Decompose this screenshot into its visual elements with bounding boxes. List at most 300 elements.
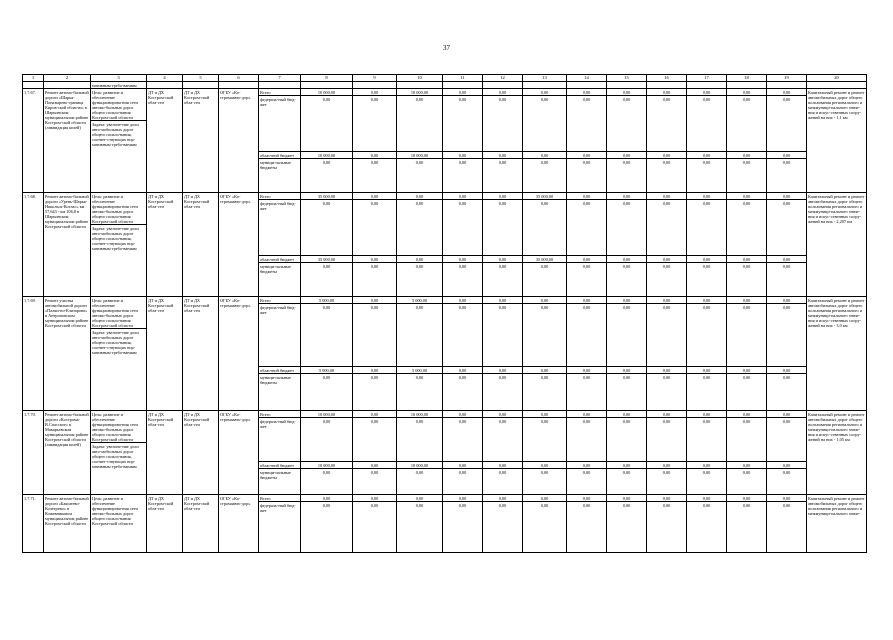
amount-value: 0,00 [415,502,424,508]
amount-value: 0,00 [370,469,379,475]
amount-cell [687,193,727,297]
amount-value: 0,00 [742,374,751,380]
amount-value: 0,00 [687,200,726,256]
amount-value: 0,00 [647,418,686,462]
amount-value: 0,00 [443,96,482,152]
column-header: 10 [397,75,443,82]
amount-value: 0,00 [767,462,806,469]
amount-value: 0,00 [767,96,806,152]
amount-value: 0,00 [782,263,791,269]
task-text: Задача: увеличе-ние доли авто-мобильных дорог общего пользо-вания, соответ-ствующих нор-мативным требо-ваниям [92,225,139,252]
amount-value: 0,00 [607,495,646,502]
amount-value: 0,00 [443,297,482,304]
item-number: 1.7.70. [23,411,44,495]
amount-value: 0,00 [687,193,726,200]
amount-value: 0,00 [687,495,726,502]
amount-value: 0,00 [767,304,806,367]
amount-cell [443,411,483,495]
amount-cell [523,495,567,553]
amount-value: 0,00 [567,152,606,159]
amount-value: 0,00 [301,200,352,256]
expected-result: Капитальный ремонт и ремонт автомобильных дорог общего пользования регионального и межмуници-пального значе-ния и искус-ственных соору-жений на них - 1,05 км [807,411,867,495]
goal-task-cell [91,495,147,553]
amount-value: 0,00 [458,263,467,269]
amount-value: 0,00 [397,96,442,152]
amount-value: 0,00 [662,159,671,165]
amount-cell [567,411,607,495]
amount-cell [397,89,443,193]
amount-value: 0,00 [567,304,606,367]
customer: ДТ и ДХ Костром-ской обла-сти [183,411,219,495]
amount-cell [727,193,767,297]
amount-value: 0,00 [727,193,766,200]
task-text: Задача: увеличе-ние доли авто-мобильных дорог общего пользо-вания, соответ-ствующих нор-мативным требо-ваниям [92,121,139,148]
amount-cell [727,297,767,411]
amount-value: 0,00 [727,256,766,263]
column-header: 2 [44,75,91,82]
amount-value: 10 000,00 [397,152,442,159]
amount-value: 0,00 [458,374,467,380]
amount-value: 0,00 [353,256,396,263]
amount-value: 0,00 [443,256,482,263]
executor: ОГБУ «Ко-стромаавто-дор» [219,89,259,193]
amount-value: 0,00 [647,89,686,96]
amount-value: 0,00 [767,297,806,304]
amount-value: 0,00 [458,502,467,508]
amount-value: 0,00 [607,96,646,152]
amount-value: 0,00 [415,469,424,475]
amount-value: 0,00 [727,411,766,418]
amount-value: 0,00 [353,96,396,152]
amount-value: 0,00 [397,304,442,367]
amount-cell [567,495,607,553]
task-text: Задача: увеличе-ние доли авто-мобильных дорог общего пользо-вания, соответ-ствующих нор-мативным требо-ваниям [92,443,139,470]
amount-value: 0,00 [370,374,379,380]
column-header: 20 [807,75,867,82]
column-header: 8 [301,75,353,82]
amount-value: 0,00 [483,89,522,96]
amount-cell [353,495,397,553]
amount-value: 0,00 [523,367,566,374]
amount-value: 0,00 [647,200,686,256]
amount-value: 0,00 [301,304,352,367]
table-row [23,89,867,193]
amount-value: 0,00 [397,418,442,462]
amount-value: 0,00 [498,374,507,380]
funding-source-label: федераль-ный бюд-жет [259,304,300,367]
amount-value: 0,00 [687,96,726,152]
executor: ОГБУ «Ко-стромаавто-дор» [219,411,259,495]
funding-source-label: федераль-ный бюд-жет [259,96,300,152]
amount-value: 5 000,00 [397,367,442,374]
goal-task-cell [91,193,147,297]
amount-value: 0,00 [443,367,482,374]
amount-value: 0,00 [567,96,606,152]
amount-value: 0,00 [301,418,352,462]
amount-value: 0,00 [647,297,686,304]
amount-value: 0,00 [662,263,671,269]
carryover-row [23,82,867,89]
goal-text: Цель: развитие и обеспечение функционирова-ния сети автомо-бильных дорог общего пользо-вания Костром-ской области [91,89,146,121]
amount-cell [483,411,523,495]
amount-value: 0,00 [353,193,396,200]
column-header: 1 [23,75,44,82]
amount-cell [727,89,767,193]
amount-value: 0,00 [483,152,522,159]
amount-value: 0,00 [647,193,686,200]
amount-value: 0,00 [567,367,606,374]
amount-value: 10 000,00 [301,411,352,418]
funding-source-cell [259,297,301,411]
funding-source-label: Всего [259,193,300,200]
amount-cell [607,495,647,553]
funding-source-label: муници-пальные бюджеты [260,374,291,385]
amount-value: 0,00 [607,256,646,263]
amount-value: 0,00 [498,469,507,475]
amount-cell [523,411,567,495]
amount-value: 0,00 [523,418,566,462]
funding-source-cell [259,193,301,297]
amount-value: 0,00 [607,193,646,200]
amount-value: 0,00 [370,263,379,269]
amount-value: 0,00 [607,200,646,256]
amount-value: 0,00 [353,89,396,96]
item-number: 1.7.69. [23,297,44,411]
amount-cell [567,193,607,297]
column-header: 19 [767,75,807,82]
column-header: 18 [727,75,767,82]
amount-value: 0,00 [607,297,646,304]
funding-source-label: Всего [259,89,300,96]
item-number: 1.7.67. [23,89,44,193]
amount-value: 0,00 [687,411,726,418]
column-header: 5 [183,75,219,82]
amount-value: 0,00 [687,152,726,159]
amount-cell [523,297,567,411]
amount-value: 0,00 [567,411,606,418]
amount-value: 0,00 [727,462,766,469]
amount-cell [567,297,607,411]
table-row [23,193,867,297]
amount-value: 0,00 [622,159,631,165]
amount-value: 0,00 [498,263,507,269]
amount-value: 0,00 [767,193,806,200]
column-header: 9 [353,75,397,82]
item-name: Ремонт участка автомобильной дороги «Палки-но-Елизарово» в Антроповском муниципальном районе Костром-ской области [44,297,91,411]
amount-value: 0,00 [647,367,686,374]
amount-value: 35 000,00 [301,193,352,200]
funding-source-label: Всего [259,495,300,502]
amount-value: 0,00 [322,374,331,380]
column-header: 12 [483,75,523,82]
funding-source-label: Всего [259,297,300,304]
amount-cell [607,411,647,495]
amount-cell [567,89,607,193]
amount-value: 0,00 [607,89,646,96]
amount-value: 0,00 [353,367,396,374]
funding-source-label: областной бюджет [259,256,300,263]
amount-value: 0,00 [727,367,766,374]
amount-cell [353,193,397,297]
amount-cell [443,495,483,553]
amount-value: 0,00 [443,193,482,200]
coordinator: ДТ и ДХ Костром-ской обла-сти [147,411,183,495]
column-header: 6 [219,75,259,82]
amount-value: 0,00 [443,200,482,256]
amount-value: 0,00 [647,96,686,152]
coordinator: ДТ и ДХ Костром-ской обла-сти [147,193,183,297]
item-name: Ремонт автомо-бильной дороги «Шарья-Поназырево-граница Киров-ской области» в Шарьинском муниципальном районе Костром-ской области (ликвидация колей) [44,89,91,193]
amount-value: 0,00 [523,152,566,159]
amount-value: 0,00 [415,374,424,380]
amount-value: 0,00 [443,418,482,462]
amount-value: 0,00 [567,462,606,469]
item-number: 1.7.68. [23,193,44,297]
amount-value: 0,00 [647,495,686,502]
amount-value: 0,00 [443,152,482,159]
coordinator: ДТ и ДХ Костром-ской обла-сти [147,297,183,411]
amount-value: 0,00 [647,411,686,418]
amount-value: 0,00 [687,89,726,96]
amount-value: 0,00 [662,502,671,508]
expected-result: Капитальный ремонт и ремонт автомобильных дорог общего пользования регионального и межмуници-пального значе-ния и искус-ственных соору-жений на них - 3,0 км [807,297,867,411]
amount-value: 0,00 [782,502,791,508]
amount-value: 0,00 [322,502,331,508]
amount-value: 0,00 [607,411,646,418]
amount-value: 0,00 [397,193,442,200]
funding-source-label: муници-пальные бюджеты [260,469,291,480]
amount-cell [607,193,647,297]
amount-value: 0,00 [687,256,726,263]
amount-value: 0,00 [727,304,766,367]
table-row [23,297,867,411]
funding-source-label: Всего [259,411,300,418]
amount-value: 0,00 [523,462,566,469]
amount-value: 0,00 [767,495,806,502]
amount-value: 0,00 [727,297,766,304]
funding-source-cell [259,411,301,495]
amount-cell [443,193,483,297]
amount-value: 0,00 [782,159,791,165]
amount-value: 0,00 [607,462,646,469]
item-name: Ремонт автомо-бильной дороги «Бакшеево-Колегрево» в Кожевниковом муниципальном районе Костром-ской области [44,495,91,553]
carryover-text: мативным требо-ваниям [91,82,147,89]
coordinator: ДТ и ДХ Костром-ской обла-сти [147,89,183,193]
amount-value: 0,00 [397,200,442,256]
amount-cell [523,89,567,193]
amount-value: 0,00 [687,418,726,462]
goal-text: Цель: развитие и обеспечение функционирова-ния сети автомо-бильных дорог общего пользо-вания Костром-ской области [91,297,146,329]
amount-value: 0,00 [523,297,566,304]
amount-value: 0,00 [607,367,646,374]
funding-source-label: федераль-ный бюд-жет [259,200,300,256]
item-name: Ремонт автомо-бильной дороги «Урень-Шарья-Никольск-Котлас» км 57,643 - км 106,8 в Шарьинском муниципальном районе Костром-ской области [44,193,91,297]
amount-value: 0,00 [567,200,606,256]
amount-cell [647,297,687,411]
amount-value: 0,00 [483,256,522,263]
amount-value: 0,00 [727,200,766,256]
amount-value: 0,00 [567,89,606,96]
expected-result: Капитальный ремонт и ремонт автомобильных дорог общего пользования регионального и межмуници-пального значе- [807,495,867,553]
amount-value: 0,00 [702,374,711,380]
amount-value: 0,00 [742,469,751,475]
amount-value: 0,00 [742,263,751,269]
goal-task-cell [91,89,147,193]
executor: ОГБУ «Ко-стромаавто-дор» [219,297,259,411]
executor: ОГБУ «Ко-стромаавто-дор» [219,193,259,297]
customer: ДТ и ДХ Костром-ской обла-сти [183,495,219,553]
customer: ДТ и ДХ Костром-ской обла-сти [183,193,219,297]
column-header: 16 [647,75,687,82]
amount-value: 0,00 [523,495,566,502]
amount-cell [483,495,523,553]
amount-value: 0,00 [567,193,606,200]
amount-value: 0,00 [767,200,806,256]
amount-value: 0,00 [702,502,711,508]
amount-cell [767,193,807,297]
amount-value: 0,00 [523,89,566,96]
amount-value: 0,00 [353,297,396,304]
amount-value: 0,00 [622,502,631,508]
amount-value: 0,00 [353,411,396,418]
goal-task-cell [91,297,147,411]
amount-value: 0,00 [540,374,549,380]
amount-cell [353,411,397,495]
amount-cell [767,411,807,495]
amount-value: 0,00 [353,200,396,256]
funding-source-label: областной бюджет [259,152,300,159]
coordinator: ДТ и ДХ Костром-ской обла-сти [147,495,183,553]
amount-cell [607,297,647,411]
amount-value: 0,00 [567,256,606,263]
column-header: 13 [523,75,567,82]
amount-value: 0,00 [687,304,726,367]
amount-value: 0,00 [767,89,806,96]
amount-value: 0,00 [567,418,606,462]
amount-value: 0,00 [702,469,711,475]
amount-value: 0,00 [567,297,606,304]
amount-value: 0,00 [767,256,806,263]
amount-value: 0,00 [301,495,352,502]
amount-cell [301,297,353,411]
amount-value: 0,00 [582,502,591,508]
goal-text: Цель: развитие и обеспечение функционирова-ния сети автомо-бильных дорог общего пользо-вания Костром-ской области [92,495,138,526]
column-header: 17 [687,75,727,82]
amount-value: 0,00 [622,374,631,380]
amount-value: 0,00 [782,374,791,380]
amount-cell [687,495,727,553]
amount-value: 0,00 [353,304,396,367]
amount-value: 0,00 [523,411,566,418]
amount-value: 0,00 [727,495,766,502]
amount-cell [687,89,727,193]
executor: ОГБУ «Ко-стромаавто-дор» [219,495,259,553]
amount-cell [647,495,687,553]
amount-value: 0,00 [443,462,482,469]
amount-value: 0,00 [662,469,671,475]
funding-source-label: муници-пальные бюджеты [260,263,291,274]
funding-source-label: областной бюджет [259,462,300,469]
amount-value: 10 000,00 [397,89,442,96]
amount-cell [767,297,807,411]
amount-value: 0,00 [727,96,766,152]
amount-value: 0,00 [443,89,482,96]
program-table [22,74,867,553]
customer: ДТ и ДХ Костром-ской обла-сти [183,89,219,193]
amount-value: 0,00 [540,159,549,165]
goal-text: Цель: развитие и обеспечение функционирова-ния сети автомо-бильных дорог общего пользо-вания Костром-ской области [91,193,146,225]
item-name: Ремонт автомо-бильной дороги «Кострома-В.Спасское» в Макарьевском муниципальном районе Костром-ской области (ликвидация колей) [44,411,91,495]
amount-value: 5 000,00 [301,367,352,374]
amount-value: 0,00 [727,418,766,462]
amount-value: 0,00 [397,495,442,502]
column-header: 11 [443,75,483,82]
amount-value: 0,00 [415,159,424,165]
amount-value: 0,00 [742,502,751,508]
amount-cell [687,297,727,411]
amount-value: 10 000,00 [301,462,352,469]
amount-value: 0,00 [443,411,482,418]
amount-cell [767,495,807,553]
amount-value: 0,00 [702,263,711,269]
amount-value: 0,00 [582,159,591,165]
amount-value: 0,00 [415,263,424,269]
amount-value: 0,00 [687,297,726,304]
amount-value: 0,00 [767,418,806,462]
amount-cell [607,89,647,193]
column-header: 14 [567,75,607,82]
amount-value: 0,00 [483,297,522,304]
amount-value: 0,00 [742,159,751,165]
amount-value: 35 000,00 [301,256,352,263]
amount-cell [767,89,807,193]
amount-value: 0,00 [353,418,396,462]
amount-value: 0,00 [622,469,631,475]
amount-value: 0,00 [767,367,806,374]
amount-value: 5 000,00 [397,297,442,304]
amount-value: 0,00 [322,469,331,475]
amount-value: 35 000,00 [523,256,566,263]
amount-value: 0,00 [443,495,482,502]
funding-source-label: федераль-ный бюд-жет [260,502,296,513]
amount-value: 0,00 [483,367,522,374]
amount-value: 0,00 [322,159,331,165]
table-row [23,495,867,553]
column-header: 7 [259,75,301,82]
amount-value: 0,00 [483,304,522,367]
amount-value: 0,00 [647,152,686,159]
amount-value: 0,00 [483,96,522,152]
expected-result: Капитальный ремонт и ремонт автомобильных дорог общего пользования регионального и межмуници-пального значе-ния и искус-ственных соору-жений на них - 2,207 км [807,193,867,297]
funding-source-label: муници-пальные бюджеты [260,159,291,170]
funding-source-cell [259,89,301,193]
amount-cell [397,193,443,297]
column-header: 3 [91,75,147,82]
amount-cell [727,495,767,553]
amount-value: 10 000,00 [301,89,352,96]
header-row [23,75,867,82]
amount-value: 0,00 [540,469,549,475]
amount-value: 0,00 [397,256,442,263]
goal-task-cell [91,411,147,495]
amount-value: 0,00 [607,152,646,159]
amount-cell [647,411,687,495]
column-header: 4 [147,75,183,82]
amount-value: 10 000,00 [397,462,442,469]
amount-value: 0,00 [370,159,379,165]
amount-cell [443,89,483,193]
expected-result: Капитальный ремонт и ремонт автомобильных дорог общего пользования регионального и межмуници-пального значе-ния и искус-ственных соору-жений на них - 1,1 км [807,89,867,193]
